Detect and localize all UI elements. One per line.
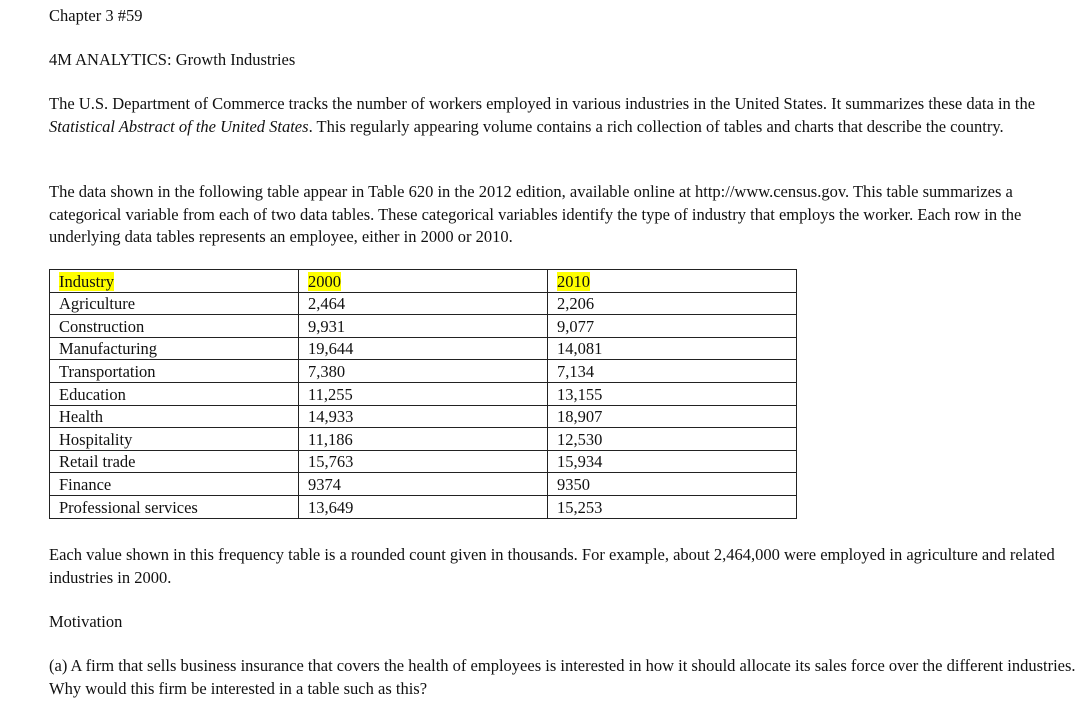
value-2000-cell: 19,644: [299, 337, 548, 360]
table-row: [50, 405, 797, 428]
table-row: [50, 495, 797, 518]
highlighted-header: 2010: [557, 271, 590, 291]
value-2010-cell: 7,134: [548, 360, 797, 383]
table-row: [50, 382, 797, 405]
value-2010-cell: 2,206: [548, 292, 797, 315]
data-source-paragraph: The data shown in the following table appear in Table 620 in the 2012 edition, available online at http://www.census.gov. This table summarizes a categorical variable from each of two data tables. These categorical variables identify the type of industry that employs the worker. Each row in the underlying data tables represents an employee, either in 2000 or 2010.: [49, 182, 1022, 246]
highlighted-header: 2000: [308, 271, 341, 291]
value-2010-cell: 9350: [548, 473, 797, 496]
value-2000-cell: 11,186: [299, 428, 548, 451]
value-2000-cell: 7,380: [299, 360, 548, 383]
header-cell-2010: [548, 270, 797, 293]
industry-cell: Manufacturing: [50, 337, 299, 360]
highlighted-header: Industry: [59, 271, 114, 291]
industry-cell: Retail trade: [50, 450, 299, 473]
table-row: [50, 292, 797, 315]
header-cell-industry: [50, 270, 299, 293]
table-row: [50, 428, 797, 451]
industry-cell: Finance: [50, 473, 299, 496]
value-2010-cell: 9,077: [548, 315, 797, 338]
value-2000-cell: 9374: [299, 473, 548, 496]
value-2000-cell: 2,464: [299, 292, 548, 315]
question-a-paragraph: (a) A firm that sells business insurance that covers the health of employees is interested in how it should allocate its sales force over the different industries. Why would this firm be interested in a table such as this?: [49, 656, 1076, 698]
industry-cell: Construction: [50, 315, 299, 338]
value-2000-cell: 15,763: [299, 450, 548, 473]
value-2010-cell: 15,253: [548, 495, 797, 518]
header-cell-2000: [299, 270, 548, 293]
industry-cell: Agriculture: [50, 292, 299, 315]
frequency-table: [49, 269, 797, 519]
table-header-row: [50, 270, 797, 293]
value-2010-cell: 13,155: [548, 382, 797, 405]
table-row: [50, 337, 797, 360]
value-2000-cell: 14,933: [299, 405, 548, 428]
table-row: [50, 360, 797, 383]
value-2000-cell: 13,649: [299, 495, 548, 518]
table-row: [50, 450, 797, 473]
value-2010-cell: 15,934: [548, 450, 797, 473]
industry-cell: Professional services: [50, 495, 299, 518]
table-row: [50, 315, 797, 338]
value-2010-cell: 14,081: [548, 337, 797, 360]
industry-cell: Hospitality: [50, 428, 299, 451]
intro-paragraph: [49, 93, 1079, 138]
value-2000-cell: 9,931: [299, 315, 548, 338]
value-2010-cell: 18,907: [548, 405, 797, 428]
explanation-paragraph: Each value shown in this frequency table is a rounded count given in thousands. For example, about 2,464,000 were employed in agriculture and related industries in 2000.: [49, 545, 1055, 587]
industry-cell: Education: [50, 382, 299, 405]
industry-cell: Transportation: [50, 360, 299, 383]
intro-text-end: . This regularly appearing volume contains a rich collection of tables and charts that describe the country.: [308, 116, 1004, 136]
industry-cell: Health: [50, 405, 299, 428]
publication-title: Statistical Abstract of the United States: [49, 116, 309, 136]
table-row: [50, 473, 797, 496]
section-heading: 4M ANALYTICS: Growth Industries: [49, 50, 296, 69]
chapter-label: Chapter 3 #59: [49, 6, 143, 25]
motivation-heading: Motivation: [49, 612, 123, 631]
value-2010-cell: 12,530: [548, 428, 797, 451]
value-2000-cell: 11,255: [299, 382, 548, 405]
intro-text-start: The U.S. Department of Commerce tracks the number of workers employed in various industries in the United States. It summarizes these data in the: [49, 94, 1036, 113]
